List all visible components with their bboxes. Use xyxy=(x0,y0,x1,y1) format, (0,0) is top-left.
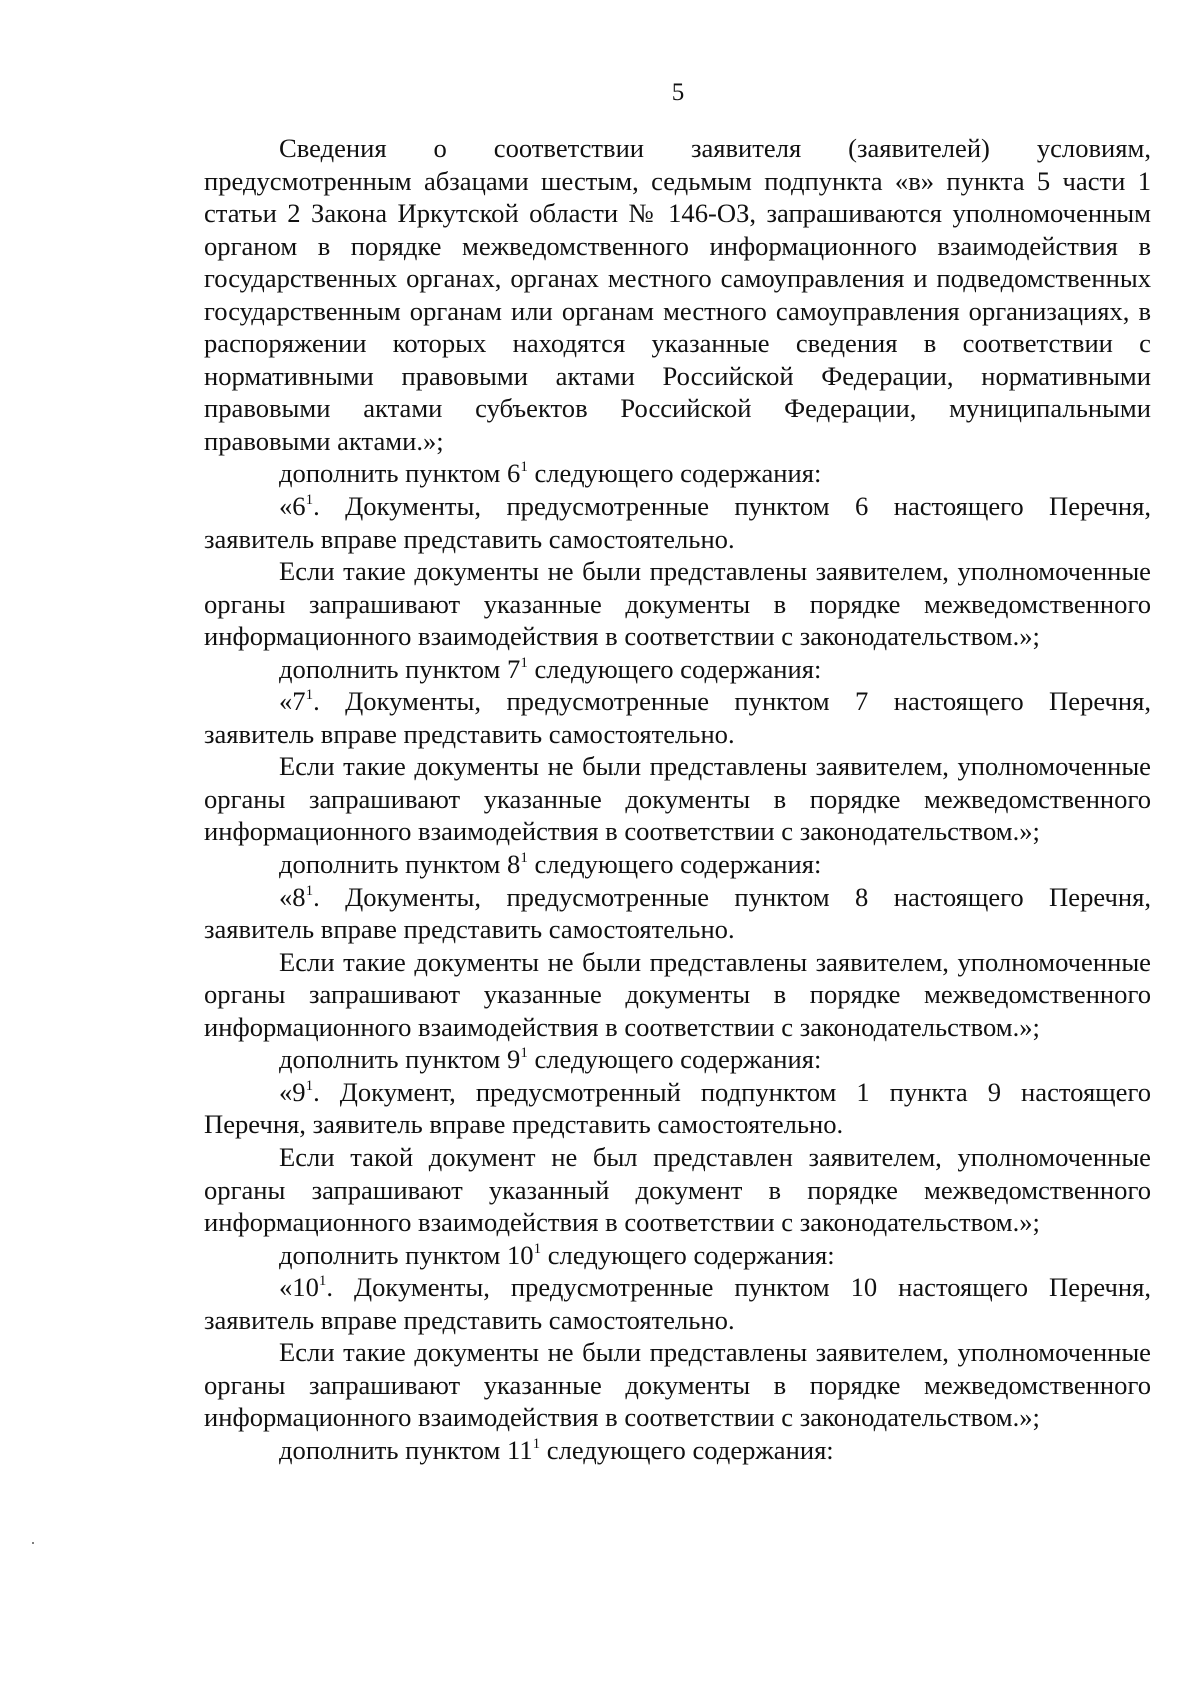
paragraph: «$8^1$. Документы, предусмотренные пунктом 8 настоящего Перечня, заявитель вправе представить самостоятельно. xyxy=(204,881,1151,945)
amendment-instruction: дополнить пунктом $7^1$ следующего содержания: xyxy=(279,653,822,684)
paragraph: «$6^1$. Документы, предусмотренные пунктом 6 настоящего Перечня, заявитель вправе представить самостоятельно. xyxy=(204,491,1151,554)
paragraph: Если такие документы не были представлены заявителем, уполномоченные органы запрашивают указанные документы в порядке межведомственного информационного взаимодействия в соответствии с законодательством.»; xyxy=(204,751,1151,847)
paragraph: Если такие документы не были представлены заявителем, уполномоченные органы запрашивают указанные документы в порядке межведомственного информационного взаимодействия в соответствии с законодательством.»; xyxy=(204,556,1151,652)
paragraph: Если такой документ не был представлен заявителем, уполномоченные органы запрашивают указанный документ в порядке межведомственного информационного взаимодействия в соответствии с законодательством.»; xyxy=(204,1141,1151,1238)
amendment-instruction: дополнить пунктом $10^1$ следующего содержания: xyxy=(279,1239,835,1270)
page-number: 5 xyxy=(671,79,685,106)
paragraph: «$9^1$. Документ, предусмотренный подпунктом 1 пункта 9 настоящего Перечня, заявитель вправе представить самостоятельно. xyxy=(204,1076,1151,1140)
amendment-instruction: дополнить пунктом $6^1$ следующего содержания: xyxy=(279,458,822,489)
paragraph: Если такие документы не были представлены заявителем, уполномоченные органы запрашивают указанные документы в порядке межведомственного информационного взаимодействия в соответствии с законодательством.»; xyxy=(204,1337,1151,1433)
paragraph: Если такие документы не были представлены заявителем, уполномоченные органы запрашивают указанные документы в порядке межведомственного информационного взаимодействия в соответствии с законодательством.»; xyxy=(204,946,1151,1042)
amendment-instruction: дополнить пунктом $8^1$ следующего содержания: xyxy=(279,849,822,880)
paragraph: Сведения о соответствии заявителя (заявителей) условиям, предусмотренным абзацами шестым, седьмым подпункта «в» пункта 5 части 1 статьи 2 Закона Иркутской области № 146-ОЗ, запрашиваются уполномоченным органом в порядке межведомственного информационного взаимодействия в государственных органах, органах местного самоуправления и подведомственных государственным органам или органам местного самоуправления организациях, в распоряжении которых находятся указанные сведения в соответствии с нормативными правовыми актами Российской Федерации, нормативными правовыми актами субъектов Российской Федерации, муниципальными правовыми актами.»; xyxy=(204,133,1151,456)
scan-speck xyxy=(32,1542,34,1544)
document-body xyxy=(204,132,1151,1466)
amendment-instruction: дополнить пунктом $11^1$ следующего содержания: xyxy=(279,1434,834,1465)
paragraph: «$7^1$. Документы, предусмотренные пунктом 7 настоящего Перечня, заявитель вправе представить самостоятельно. xyxy=(204,686,1151,749)
amendment-instruction: дополнить пунктом $9^1$ следующего содержания: xyxy=(279,1044,822,1075)
paragraph: «$10^1$. Документы, предусмотренные пунктом 10 настоящего Перечня, заявитель вправе представить самостоятельно. xyxy=(204,1272,1151,1335)
